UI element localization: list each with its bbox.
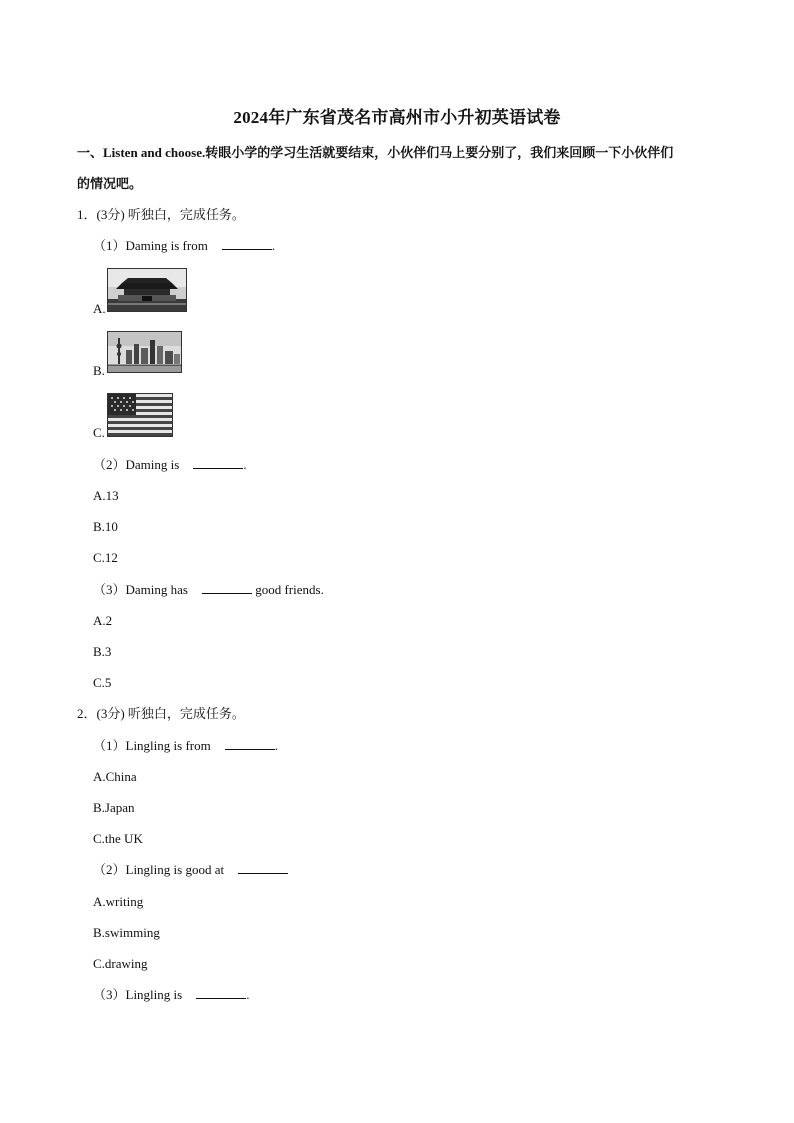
q2-sub3-text: （3）Lingling is — [93, 987, 183, 1002]
q1-sub3 — [93, 582, 324, 598]
q1-sub1 — [93, 238, 275, 254]
city-skyline-icon — [107, 331, 182, 373]
q2-sub1 — [93, 738, 278, 754]
q2-sub1-suffix: . — [274, 738, 278, 753]
q2-sub3-suffix: . — [246, 987, 250, 1002]
q1-sub2-option-a[interactable]: A.13 — [93, 488, 119, 503]
answer-blank — [225, 738, 275, 750]
q2-sub1-text: （1）Lingling is from — [93, 738, 211, 753]
section1-instruction-line1: 一、Listen and choose.转眼小学的学习生活就要结束，小伙伴们马上要分别了，我们来回顾一下小伙伴们 — [77, 145, 674, 160]
q2-sub3 — [93, 987, 249, 1003]
q2-sub2 — [93, 862, 288, 878]
q1-sub3-option-c[interactable]: C.5 — [93, 675, 112, 690]
q1-sub2 — [93, 457, 247, 473]
q1-sub2-option-c[interactable]: C.12 — [93, 550, 118, 565]
q1-stem: 1．(3分) 听独白，完成任务。 — [77, 207, 245, 222]
q2-sub1-option-b[interactable]: B.Japan — [93, 800, 135, 815]
answer-blank — [222, 238, 272, 250]
tiananmen-gate-icon — [107, 268, 187, 312]
q1-sub2-suffix: . — [243, 457, 247, 472]
answer-blank — [193, 457, 243, 469]
answer-blank — [202, 582, 252, 594]
q1-sub3-suffix: good friends. — [255, 582, 324, 597]
q1-sub1-option-a[interactable]: A. — [93, 301, 106, 316]
q2-sub2-option-b[interactable]: B.swimming — [93, 925, 160, 940]
q2-stem: 2．(3分) 听独白，完成任务。 — [77, 706, 245, 721]
q2-sub2-option-a[interactable]: A.writing — [93, 894, 144, 909]
q1-sub3-text: （3）Daming has — [93, 582, 188, 597]
page-title: 2024年广东省茂名市高州市小升初英语试卷 — [233, 108, 561, 127]
us-flag-icon — [107, 393, 173, 437]
q1-sub2-option-b[interactable]: B.10 — [93, 519, 118, 534]
q1-sub1-text: （1）Daming is from — [93, 238, 208, 253]
q2-sub2-text: （2）Lingling is good at — [93, 862, 225, 877]
q1-sub3-option-b[interactable]: B.3 — [93, 644, 112, 659]
q1-sub1-suffix: . — [271, 238, 276, 253]
answer-blank — [196, 987, 246, 999]
q1-sub1-option-b[interactable]: B. — [93, 363, 105, 378]
q1-sub1-option-c[interactable]: C. — [93, 425, 105, 440]
q2-sub2-option-c[interactable]: C.drawing — [93, 956, 148, 971]
q2-sub1-option-c[interactable]: C.the UK — [93, 831, 143, 846]
q1-sub3-option-a[interactable]: A.2 — [93, 613, 113, 628]
q2-sub1-option-a[interactable]: A.China — [93, 769, 137, 784]
section1-instruction-line2: 的情况吧。 — [77, 176, 143, 191]
answer-blank — [238, 862, 288, 874]
q1-sub2-text: （2）Daming is — [93, 457, 180, 472]
